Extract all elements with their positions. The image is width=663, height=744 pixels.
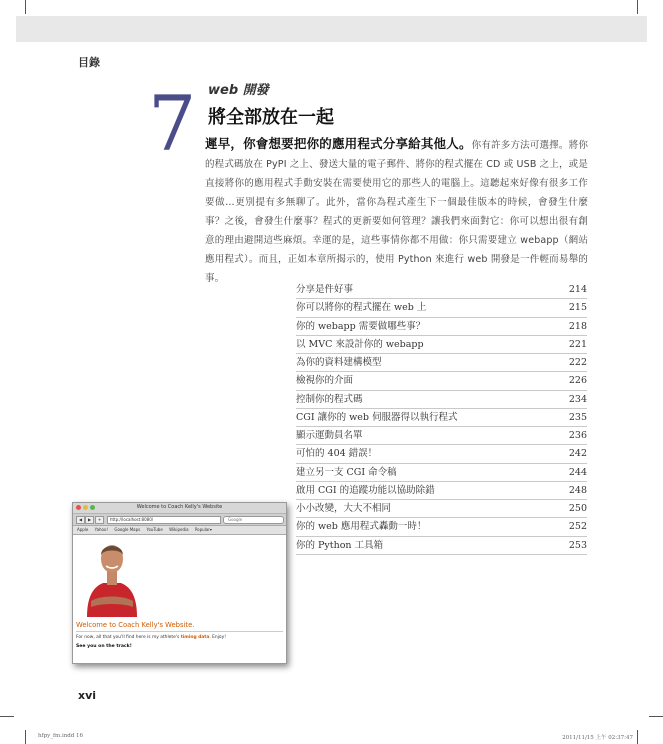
chapter-kicker: web 開發 [208,83,269,98]
toc-entry[interactable] [296,281,587,299]
toc-entry[interactable] [296,299,587,317]
page-number: xvi [78,689,97,702]
toc-title: 以 MVC 來設計你的 webapp [296,338,424,350]
bookmarks-bar [73,526,286,535]
slug-file: hfpy_fm.indd 16 [38,733,84,739]
search-field[interactable]: Google [223,516,284,524]
intro-text: 你有許多方法可選擇。將你的程式碼放在 PyPI 之上、發送大量的電子郵件、將你的程式擺在 CD 或 USB 之上，或是直接將你的應用程式手動安裝在需要使用它的那些人的電腦上。這聽起來好像有很多工作要做…更別提有多無聊了。此外，當你為程式產生下一個最佳版本的時候，會發生什麼事？之後，會發生什麼事？程式的更新要如何管理？讓我們來面對它：你可以想出很有創意的理由避開這些麻煩。幸運的是，這些事情你都不用做：你只需要建立 webapp（網站應用程式）。而且，正如本章所揭示的，使用 Python 來進行 web 開發是一件輕而易舉的事。 [205,140,588,284]
toc-title: CGI 讓你的 web 伺服器得以執行程式 [296,411,458,423]
toc-entry[interactable] [296,391,587,409]
toc-page: 252 [568,521,587,533]
welcome-heading: Welcome to Coach Kelly's Website. [76,621,195,629]
toc-list [296,281,587,555]
toc-title: 啟用 CGI 的追蹤功能以協助除錯 [296,484,435,496]
page-text-before: For now, all that you'll find here is my athlete's [76,635,181,640]
section-label: 目錄 [78,56,100,69]
page-text-after: . Enjoy! [209,635,226,640]
toc-page: 226 [568,375,587,387]
toc-title: 你可以將你的程式擺在 web 上 [296,302,427,314]
intro-lead: 遲早，你會想要把你的應用程式分享給其他人。 [205,136,472,151]
toc-page: 248 [568,484,587,496]
toc-title: 你的 webapp 需要做哪些事？ [296,320,426,332]
back-button[interactable]: ◀ [76,516,85,524]
chapter-number: 7 [148,79,197,168]
chapter-intro [205,134,588,288]
crop-mark [649,716,663,717]
toc-title: 顯示運動員名單 [296,430,363,441]
crop-mark [25,0,26,14]
toc-page: 250 [568,503,587,514]
slug-timestamp: 2011/11/15 上午 02:37:47 [562,735,633,741]
toc-entry[interactable] [296,427,587,445]
toc-entry[interactable] [296,445,587,463]
toc-page: 234 [568,393,587,405]
divider [76,631,283,632]
toc-title: 為你的資料建構模型 [296,357,382,368]
page-text [76,635,226,640]
toc-entry[interactable] [296,500,587,518]
address-bar[interactable]: http://localhost:8080/ [107,516,221,524]
toc-entry[interactable] [296,354,587,372]
browser-toolbar [73,514,286,526]
bookmark-item[interactable]: Wikipedia [169,527,189,532]
toc-title: 建立另一支 CGI 命令稿 [296,466,397,478]
bookmark-item[interactable]: YouTube [146,527,163,532]
crop-mark [25,730,26,744]
forward-button[interactable]: ▶ [85,516,94,524]
toc-entry[interactable] [296,336,587,354]
toc-entry[interactable] [296,518,587,536]
toc-title: 可怕的 404 錯誤！ [296,448,378,460]
timing-data-link[interactable]: timing data [180,635,210,640]
signoff-text: See you on the track! [76,644,132,649]
bookmark-item[interactable]: Google Maps [114,527,141,532]
toc-page: 235 [568,411,587,423]
crop-mark [0,716,14,717]
toc-page: 214 [568,284,587,295]
crop-mark [637,730,638,744]
toc-entry[interactable] [296,409,587,427]
toc-title: 小小改變，大大不相同 [296,503,392,514]
chapter-title: 將全部放在一起 [208,107,334,128]
browser-titlebar [73,503,286,514]
toc-entry[interactable] [296,372,587,390]
coach-photo [79,535,145,617]
toc-title: 你的 Python 工具箱 [296,539,384,551]
browser-screenshot [72,502,287,664]
toc-page: 253 [568,539,587,551]
toc-title: 你的 web 應用程式轟動一時！ [296,521,427,533]
toc-title: 檢視你的介面 [296,375,354,387]
toc-page: 222 [568,357,587,368]
bookmark-item[interactable]: Popular▾ [194,527,212,532]
toc-entry[interactable] [296,464,587,482]
toc-title: 分享是件好事 [296,284,354,295]
toc-page: 221 [568,338,587,350]
toc-entry[interactable] [296,537,587,555]
toc-page: 215 [568,302,587,314]
toc-page: 242 [568,448,587,460]
window-title: Welcome to Coach Kelly's Website [136,504,223,510]
bookmark-item[interactable]: Apple [77,527,89,532]
toc-title: 控制你的程式碼 [296,393,363,405]
toc-page: 244 [568,466,587,478]
bookmark-item[interactable]: Yahoo! [94,527,109,532]
crop-mark [637,0,638,14]
header-band [16,16,647,42]
add-bookmark-button[interactable]: + [95,516,104,524]
toc-page: 236 [568,430,587,441]
toc-page: 218 [568,320,587,332]
toc-entry[interactable] [296,318,587,336]
toc-entry[interactable] [296,482,587,500]
